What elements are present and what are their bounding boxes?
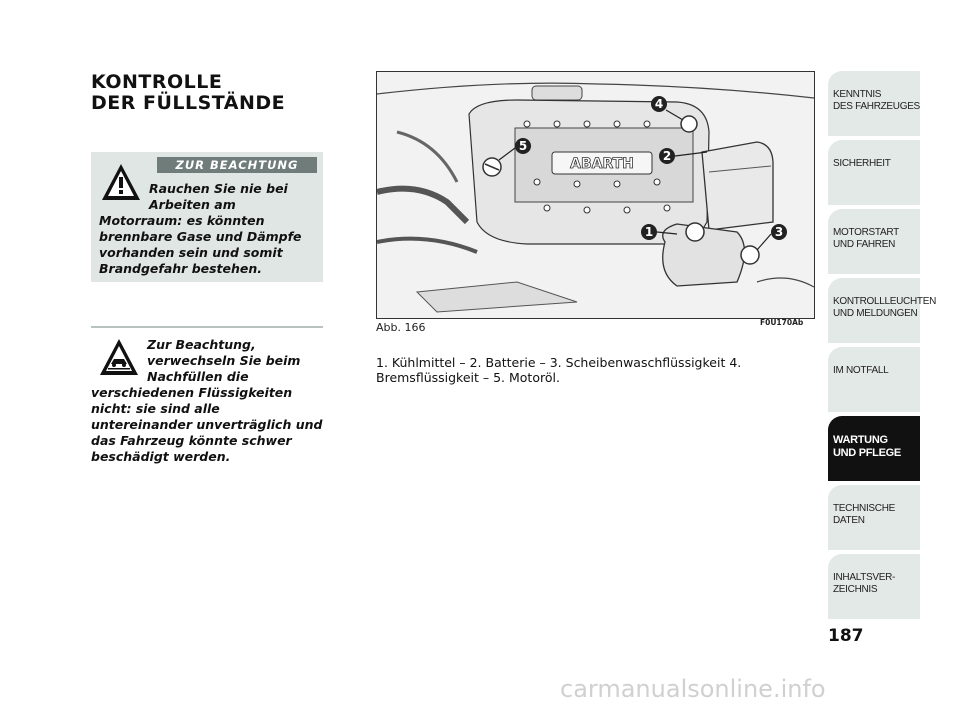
nav-tab-label: IM NOTFALL — [833, 365, 889, 376]
page-title — [91, 72, 285, 114]
marker-1: 1 — [644, 225, 654, 239]
watermark: carmanualsonline.info — [560, 675, 826, 703]
nav-tab-kontrollleuchten[interactable] — [828, 278, 936, 343]
nav-tab-inhaltsverzeichnis[interactable] — [828, 554, 920, 619]
nav-tab-wartung[interactable] — [828, 416, 920, 481]
nav-tab-label: WARTUNG UND PFLEGE — [833, 434, 901, 459]
note-divider — [91, 326, 323, 328]
nav-tab-notfall[interactable] — [828, 347, 920, 412]
marker-2: 2 — [662, 149, 672, 163]
nav-tab-label: KONTROLLLEUCHTEN UND MELDUNGEN — [833, 296, 936, 319]
marker-5: 5 — [518, 139, 528, 153]
title-line-2: DER FÜLLSTÄNDE — [91, 92, 286, 114]
note-text — [91, 337, 323, 465]
engine-compartment-illustration — [377, 72, 814, 318]
marker-4: 4 — [654, 97, 664, 111]
figure-caption: 1. Kühlmittel – 2. Batterie – 3. Scheibenwaschflüssigkeit 4. Bremsflüssigkeit – 5. Motoröl. — [376, 355, 742, 385]
title-line-1: KONTROLLE — [91, 71, 223, 93]
nav-tab-kenntnis[interactable] — [828, 71, 920, 136]
warning-text-line-1: Rauchen Sie nie bei — [149, 181, 288, 196]
nav-tab-label: INHALTSVER- ZEICHNIS — [833, 572, 896, 595]
nav-tab-sicherheit[interactable] — [828, 140, 920, 205]
warning-text-body: Motorraum: es könnten brennbare Gase und Dämpfe vorhanden sein und somit Brandgefahr bestehen. — [99, 213, 302, 276]
warning-text-line-2: Arbeiten am — [149, 197, 236, 212]
engine-badge: ABARTH — [570, 156, 634, 172]
figure-label: Abb. 166 — [376, 321, 426, 334]
figure-code: F0U170Ab — [760, 318, 804, 327]
nav-tab-label: MOTORSTART UND FAHREN — [833, 227, 899, 250]
marker-3: 3 — [774, 225, 784, 239]
nav-tab-label: KENNTNIS DES FAHRZEUGES — [833, 89, 920, 112]
engine-figure — [376, 71, 815, 319]
nav-tab-label: SICHERHEIT — [833, 158, 891, 169]
page-number: 187 — [828, 626, 864, 646]
nav-tab-label: TECHNISCHE DATEN — [833, 503, 896, 526]
warning-tag: ZUR BEACHTUNG — [157, 157, 317, 173]
nav-tab-motorstart[interactable] — [828, 209, 920, 274]
warning-box — [91, 152, 323, 282]
note-text-head: Zur Beachtung, verwechseln Sie beim Nachfüllen die — [147, 337, 301, 384]
note-text-body: verschiedenen Flüssigkeiten nicht: sie sind alle untereinander unverträglich und das Fahrzeug könnte schwer beschädigt werden. — [91, 385, 323, 464]
warning-text — [99, 181, 319, 277]
nav-tab-technische-daten[interactable] — [828, 485, 920, 550]
